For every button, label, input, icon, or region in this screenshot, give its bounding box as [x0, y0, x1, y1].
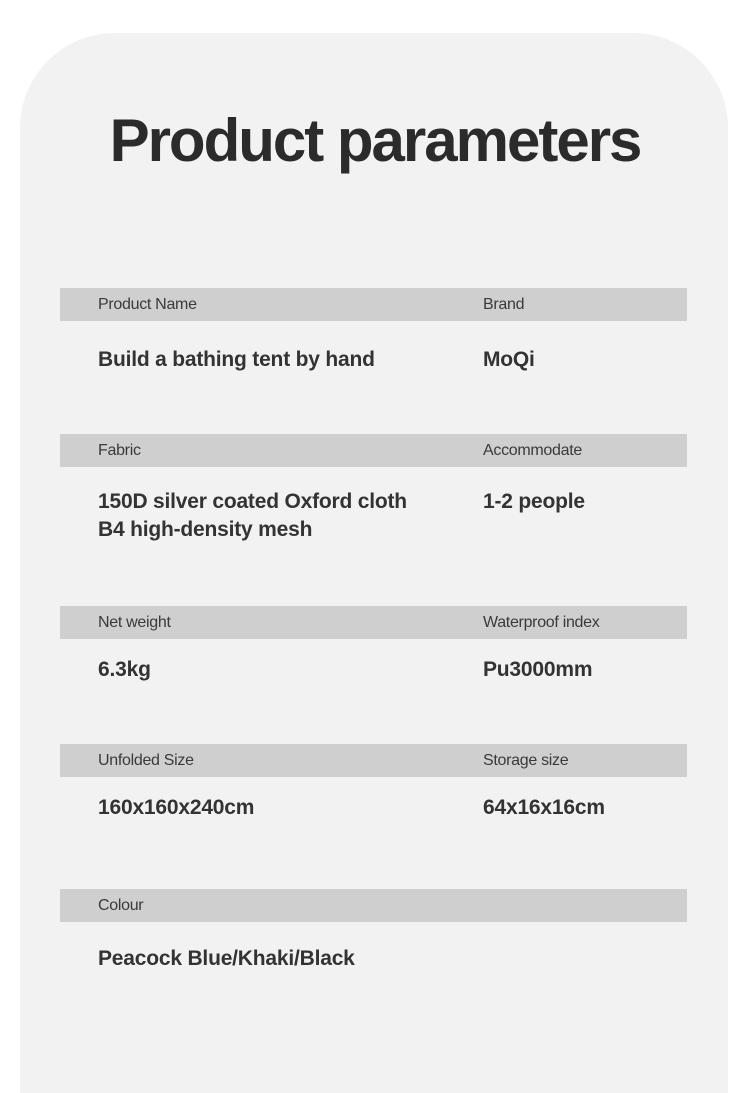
page-title: Product parameters	[109, 107, 641, 174]
value-accommodate: 1-2 people	[483, 490, 585, 513]
label-bar-net-weight-waterproof	[60, 606, 687, 639]
label-bar-product-name-brand	[60, 288, 687, 321]
label-fabric: Fabric	[98, 442, 141, 459]
value-unfolded-size: 160x160x240cm	[98, 796, 255, 819]
label-storage-size: Storage size	[483, 752, 569, 769]
value-brand: MoQi	[483, 348, 535, 371]
label-accommodate: Accommodate	[483, 442, 582, 459]
value-net-weight: 6.3kg	[98, 658, 151, 681]
value-colour: Peacock Blue/Khaki/Black	[98, 947, 355, 970]
value-fabric-line-1: 150D silver coated Oxford cloth	[98, 490, 407, 513]
label-unfolded-size: Unfolded Size	[98, 752, 194, 769]
label-product-name: Product Name	[98, 296, 197, 313]
value-product-name: Build a bathing tent by hand	[98, 348, 375, 371]
value-storage-size: 64x16x16cm	[483, 796, 605, 819]
label-bar-unfolded-storage-size	[60, 744, 687, 777]
label-bar-colour	[60, 889, 687, 922]
label-waterproof-index: Waterproof index	[483, 614, 600, 631]
label-colour: Colour	[98, 897, 144, 914]
label-net-weight: Net weight	[98, 614, 171, 631]
label-bar-fabric-accommodate	[60, 434, 687, 467]
value-waterproof-index: Pu3000mm	[483, 658, 593, 681]
parameters-card	[20, 33, 728, 1093]
label-brand: Brand	[483, 296, 525, 313]
value-fabric-line-2: B4 high-density mesh	[98, 518, 313, 541]
